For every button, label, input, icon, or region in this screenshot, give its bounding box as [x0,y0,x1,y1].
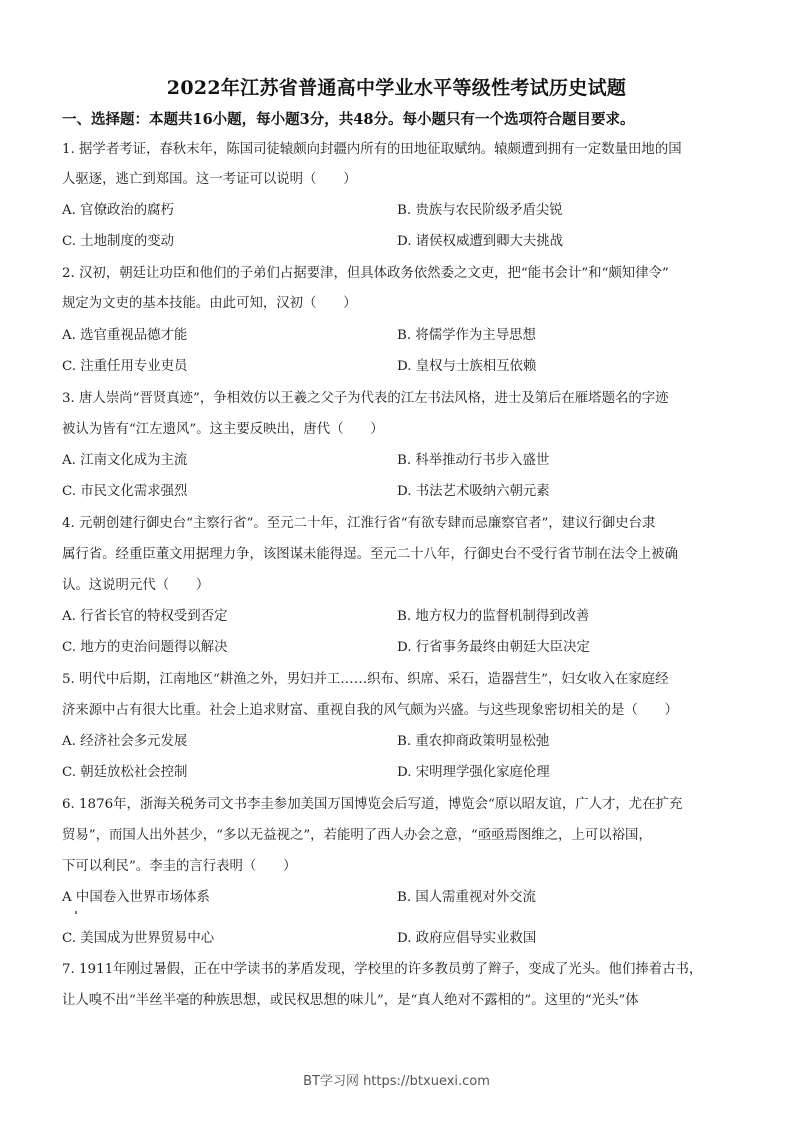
question-text-line: 5. 明代中后期，江南地区“耕渔之外，男妇并工……织布、织席、采石，造器营生”，妇女收入在家庭经 [62,672,669,687]
option-b: B. 贵族与农民阶级矛盾尖锐 [397,203,563,218]
option-b: B. 科举推动行书步入盛世 [397,453,550,468]
question-text-line: 下可以利民”。李圭的言行表明（ ） [62,859,297,874]
option-b: B. 重农抑商政策明显松弛 [397,734,550,749]
question-text-line: 人驱逐，逃亡到郑国。这一考证可以说明（ ） [62,172,357,187]
option-d: D. 书法艺术吸纳六朝元素 [397,484,550,499]
question-text-line: 被认为皆有“江左遗风”。这主要反映出，唐代（ ） [62,422,384,437]
option-a: A. 官僚政治的腐朽 [62,203,174,218]
question-text-line: 4. 元朝创建行御史台“主察行省”。至元二十年，江淮行省“有欲专肆而忌廉察官者”，建议行御史台隶 [62,516,656,531]
option-c: C. 土地制度的变动 [62,234,175,249]
scan-artifact [75,911,77,914]
option-d: D. 宋明理学强化家庭伦理 [397,765,550,780]
option-b: B. 国人需重视对外交流 [397,890,536,905]
option-b: B. 地方权力的监督机制得到改善 [397,609,590,624]
option-d: D. 政府应倡导实业救国 [397,931,537,946]
question-text-line: 认。这说明元代（ ） [62,578,210,593]
option-c: C. 美国成为世界贸易中心 [62,931,215,946]
option-d: D. 诸侯权威遭到卿大夫挑战 [397,234,564,249]
question-text-line: 属行省。经重臣董文用据理力争，该图谋未能得逞。至元二十八年，行御史台不受行省节制在法令上被确 [62,547,678,562]
option-c: C. 市民文化需求强烈 [62,484,188,499]
question-text-line: 7. 1911年刚过暑假，正在中学读书的茅盾发现，学校里的许多教员剪了辫子，变成了光头。他们捧着古书， [62,962,703,977]
option-c: C. 朝廷放松社会控制 [62,765,188,780]
question-text-line: 3. 唐人崇尚“晋贤真迹”，争相效仿以王羲之父子为代表的江左书法风格，进士及第后在雁塔题名的字迹 [62,391,669,406]
option-b: B. 将儒学作为主导思想 [397,328,536,343]
option-a: A. 经济社会多元发展 [62,734,188,749]
option-d: D. 行省事务最终由朝廷大臣决定 [397,640,590,655]
question-text-line: 贸易”，而国人出外甚少，“多以无益视之”，若能明了西人办会之意，“亟亟焉图维之，上可以裕国， [62,828,652,843]
question-text-line: 济来源中占有很大比重。社会上追求财富、重视自我的风气颇为兴盛。与这些现象密切相关的是（ ） [62,703,678,718]
option-a: A 中国卷入世界市场体系 [62,890,210,905]
page-title: 2022年江苏省普通高中学业水平等级性考试历史试题 [166,77,627,99]
question-text-line: 2. 汉初，朝廷让功臣和他们的子弟们占据要津，但具体政务依然委之文吏，把“能书会计”和“颇知律令” [62,266,669,281]
question-text-line: 让人嗅不出“半丝半毫的种族思想，或民权思想的味儿”，是“真人绝对不露相的”。这里的“光头”体 [62,993,639,1008]
option-c: C. 地方的吏治问题得以解决 [62,640,228,655]
option-c: C. 注重任用专业吏员 [62,359,188,374]
option-a: A. 行省长官的特权受到否定 [62,609,228,624]
section-heading: 一、选择题：本题共16小题，每小题3分，共48分。每小题只有一个选项符合题目要求。 [62,111,635,128]
question-text-line: 规定为文吏的基本技能。由此可知，汉初（ ） [62,296,357,311]
option-d: D. 皇权与士族相互依赖 [397,359,537,374]
watermark-footer: BT学习网 https://btxuexi.com [303,1074,490,1089]
option-a: A. 选官重视品德才能 [62,328,188,343]
question-text-line: 1. 据学者考证，春秋末年，陈国司徒辕颇向封疆内所有的田地征取赋纳。辕颇遭到拥有一定数量田地的国 [62,142,682,157]
option-a: A. 江南文化成为主流 [62,453,188,468]
question-text-line: 6. 1876年，浙海关税务司文书李圭参加美国万国博览会后写道，博览会“原以昭友谊，广人才，尤在扩充 [62,797,683,812]
